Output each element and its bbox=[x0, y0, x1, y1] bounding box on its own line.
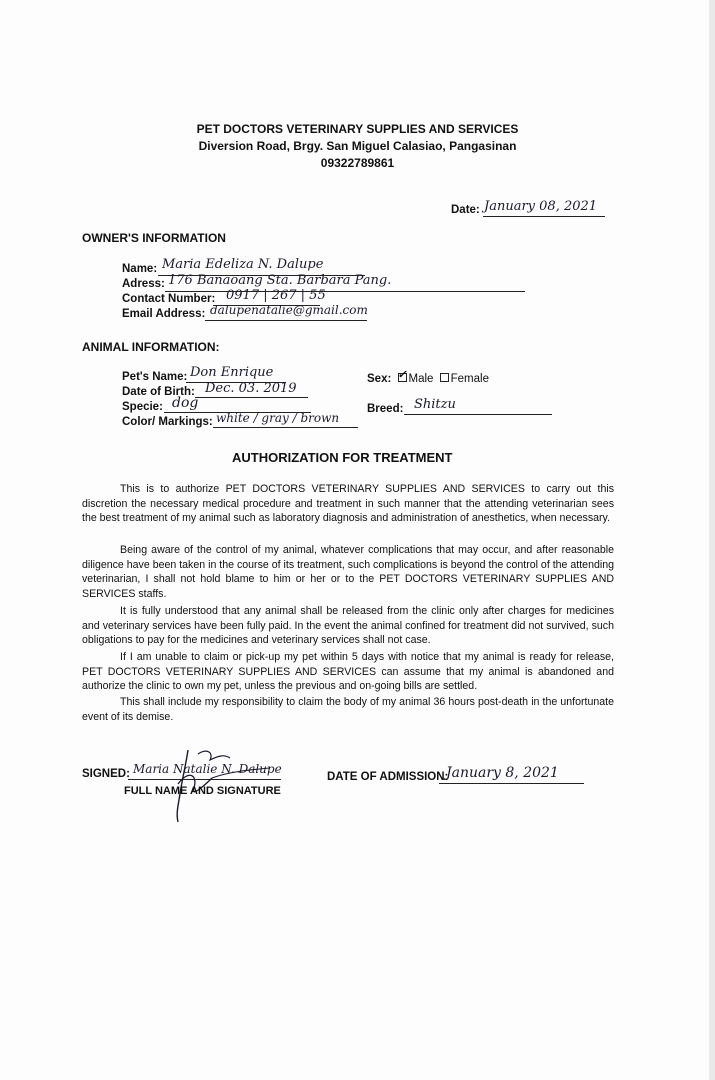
owner-contact-value: 0917 | 267 | 55 bbox=[226, 288, 326, 303]
signed-value: Maria Natalie N. Dalupe bbox=[133, 762, 282, 776]
date-underline bbox=[483, 216, 605, 217]
signed-label: SIGNED: bbox=[82, 768, 130, 780]
dob-value: Dec. 03. 2019 bbox=[205, 381, 297, 396]
female-label: Female bbox=[450, 373, 489, 385]
date-value: January 08, 2021 bbox=[484, 199, 598, 214]
color-value: white / gray / brown bbox=[216, 411, 340, 425]
company-phone: 09322789861 bbox=[320, 156, 395, 170]
breed-label: Breed: bbox=[367, 403, 404, 415]
admission-label: DATE OF ADMISSION: bbox=[327, 771, 449, 783]
animal-heading: ANIMAL INFORMATION: bbox=[82, 340, 220, 354]
owner-email-label: Email Address: bbox=[122, 308, 206, 320]
owner-email-value: dalupenatalie@gmail.com bbox=[210, 303, 368, 317]
authorization-title: AUTHORIZATION FOR TREATMENT bbox=[232, 450, 453, 465]
company-address: Diversion Road, Brgy. San Miguel Calasiao, Pangasinan bbox=[198, 139, 517, 153]
pet-name-value: Don Enrique bbox=[190, 365, 274, 380]
admission-value: January 8, 2021 bbox=[446, 765, 559, 781]
male-label: Male bbox=[408, 373, 434, 385]
signature-caption: FULL NAME AND SIGNATURE bbox=[124, 785, 281, 797]
dob-label: Date of Birth: bbox=[122, 386, 195, 398]
male-checkbox[interactable] bbox=[398, 373, 407, 382]
owner-address-underline bbox=[165, 291, 525, 292]
breed-underline bbox=[404, 414, 552, 415]
pet-name-label: Pet's Name: bbox=[122, 371, 188, 383]
female-checkbox[interactable] bbox=[440, 373, 449, 382]
authorization-paragraph-3: It is fully understood that any animal shall be released from the clinic only after charges for medicines and veterinary services have been fully paid. In the event the animal confined for treatment did not survived, such obligations to pay for the medicines and veterinary services shall not case. bbox=[82, 605, 614, 647]
sex-label: Sex: bbox=[367, 373, 392, 385]
authorization-paragraph-4: If I am unable to claim or pick-up my pet within 5 days with notice that my animal is ready for release, PET DOCTORS VETERINARY SUPPLIES AND SERVICES can assume that my animal is abandoned and authorize the clinic to own my pet, unless the previous and on-going bills are settled. bbox=[82, 651, 614, 693]
owner-email-underline bbox=[205, 320, 367, 321]
color-label: Color/ Markings: bbox=[122, 416, 213, 428]
breed-value: Shitzu bbox=[414, 397, 456, 412]
owner-name-label: Name: bbox=[122, 263, 158, 275]
owner-address-value: 176 Banaoang Sta. Barbara Pang. bbox=[168, 273, 392, 288]
dob-underline bbox=[195, 397, 308, 398]
authorization-paragraph-1: This is to authorize PET DOCTORS VETERINARY SUPPLIES AND SERVICES to carry out this discretion the necessary medical procedure and treatment in such manner that the attending veterinarian sees the best treatment of my animal such as laboratory diagnosis and administration of anesthetics, when necessary. bbox=[82, 483, 614, 525]
owner-contact-label: Contact Number: bbox=[122, 293, 216, 305]
date-label: Date: bbox=[451, 204, 480, 216]
authorization-paragraph-2: Being aware of the control of my animal, whatever complications that may occur, and after reasonable diligence have been taken in the course of its treatment, such complications is beyond the control of the attending veterinarian, I shall not hold blame to him or her or to the PET DOCTORS VETERINARY SUPPLIES AND SERVICES staffs. bbox=[82, 544, 614, 600]
specie-value: dog bbox=[172, 395, 199, 411]
authorization-paragraph-5: This shall include my responsibility to claim the body of my animal 36 hours post-death in the unfortunate event of its demise. bbox=[82, 696, 614, 723]
color-underline bbox=[213, 427, 358, 428]
admission-underline bbox=[439, 783, 584, 784]
owner-heading: OWNER'S INFORMATION bbox=[82, 231, 226, 245]
company-name: PET DOCTORS VETERINARY SUPPLIES AND SERVICES bbox=[196, 122, 519, 136]
owner-address-label: Adress: bbox=[122, 278, 165, 290]
owner-name-value: Maria Edeliza N. Dalupe bbox=[162, 257, 324, 272]
specie-label: Specie: bbox=[122, 401, 163, 413]
sex-field bbox=[367, 373, 489, 385]
